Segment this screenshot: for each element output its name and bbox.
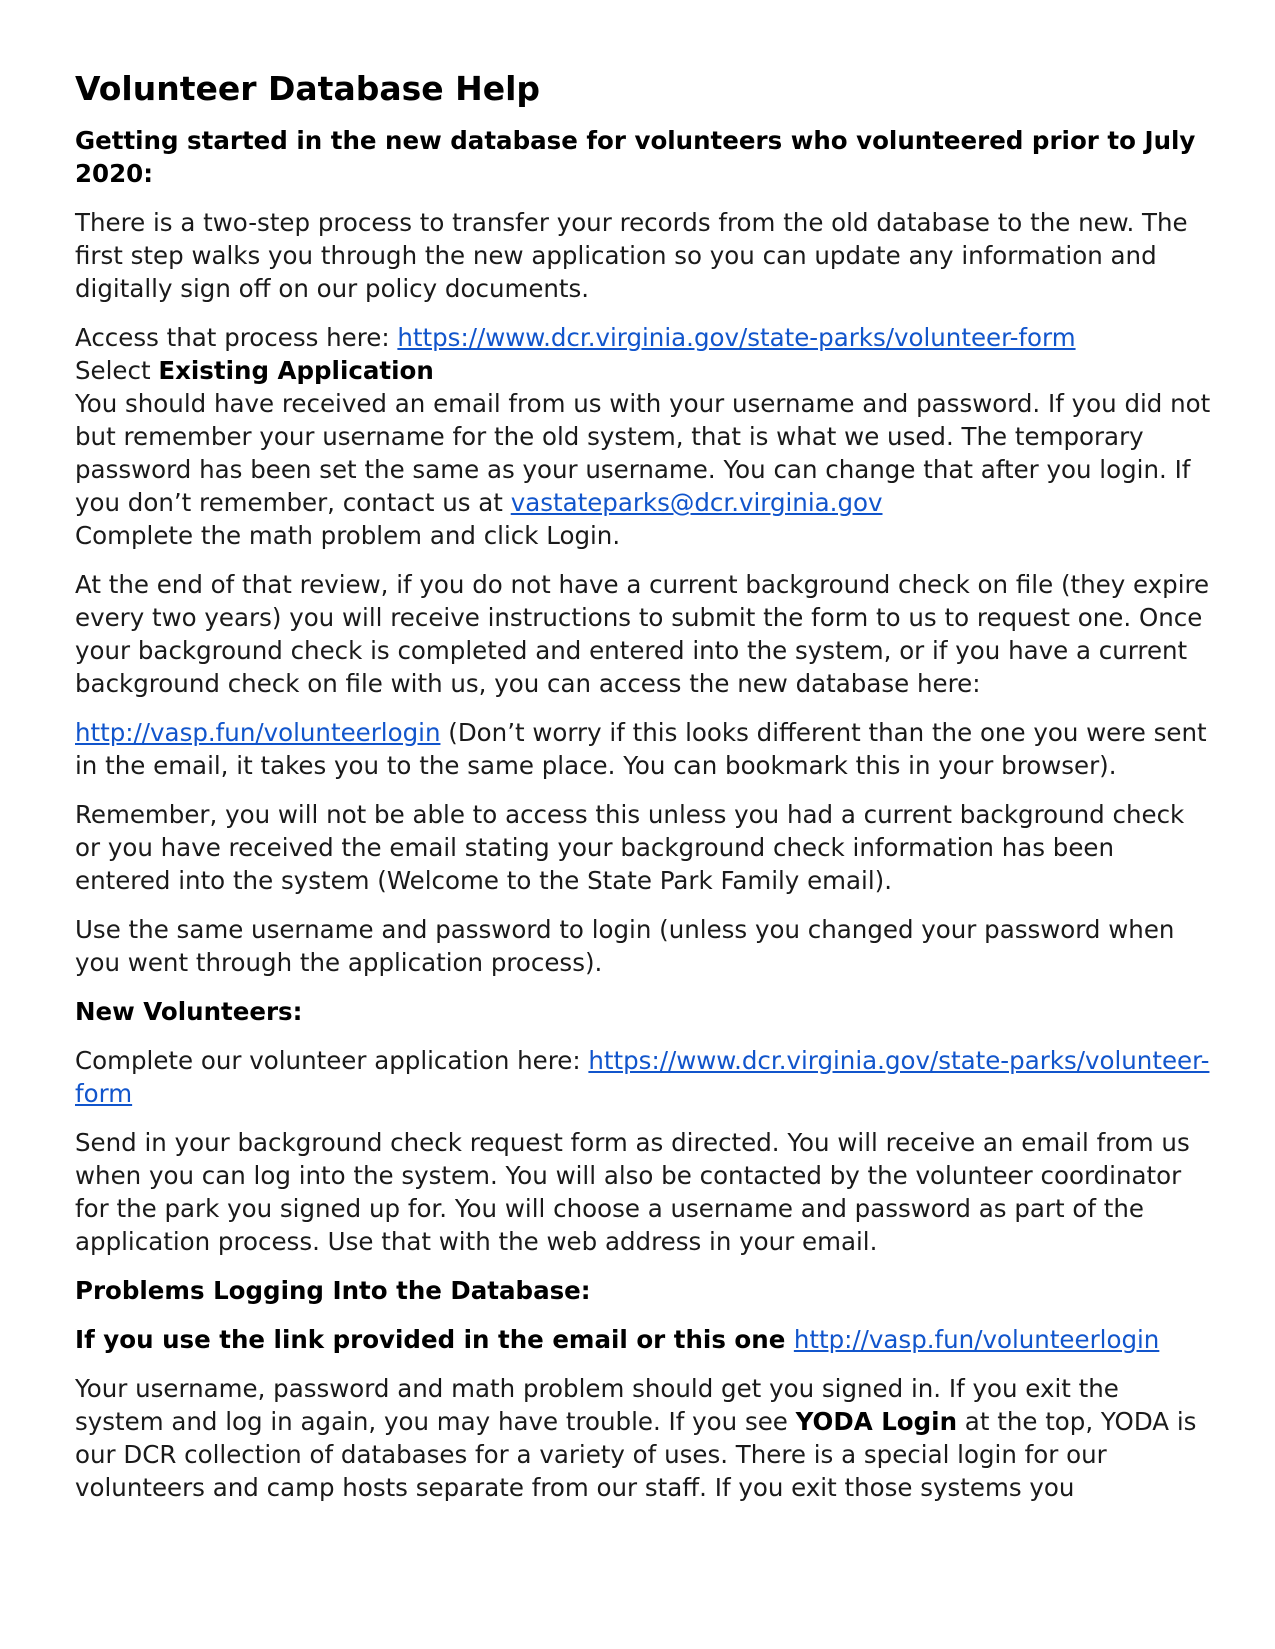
apply-prefix: Complete our volunteer application here: bbox=[75, 1046, 589, 1075]
access-block bbox=[75, 321, 1215, 552]
login-note: (Don’t worry if this looks different than the one you were sent in the email, it takes you to the same place. You can bookmark this in your browser). bbox=[75, 718, 1207, 780]
send-form-paragraph: Send in your background check request form as directed. You will receive an email from us when you can log into the system. You will also be contacted by the volunteer coordinator for the park you signed up for. You will choose a username and password as part of the application process. Use that with the web address in your email. bbox=[75, 1128, 1190, 1256]
volunteer-form-link[interactable]: https://www.dcr.virginia.gov/state-parks/volunteer-form bbox=[397, 323, 1076, 352]
volunteer-login-link[interactable]: http://vasp.fun/volunteerlogin bbox=[75, 718, 441, 747]
access-prefix: Access that process here: bbox=[75, 323, 398, 352]
new-volunteers-heading: New Volunteers: bbox=[75, 997, 303, 1026]
problems-login-link[interactable]: http://vasp.fun/volunteerlogin bbox=[793, 1325, 1160, 1354]
problems-heading: Problems Logging Into the Database: bbox=[75, 1276, 591, 1305]
email-instructions: You should have received an email from us with your username and password. If you did not but remember your username for the old system, that is what we used. The temporary password has been set the same as your username. You can change that after you login. If you don’t remember, contact us at bbox=[75, 389, 1211, 517]
problems-link-paragraph bbox=[75, 1323, 1215, 1356]
yoda-login-label: YODA Login bbox=[795, 1407, 958, 1436]
document-page bbox=[75, 68, 1215, 1504]
problems-text-1: Your username, password and math problem should get you signed in. If you exit the system and log in again, you may have trouble. If you see bbox=[75, 1374, 1119, 1436]
review-paragraph: At the end of that review, if you do not have a current background check on file (they expire every two years) you will receive instructions to submit the form to us to request one. Once your background check is completed and entered into the system, or if you have a current background check on file with us, you can access the new database here: bbox=[75, 570, 1210, 698]
same-credentials-paragraph: Use the same username and password to login (unless you changed your password when you went through the application process). bbox=[75, 915, 1175, 977]
new-volunteer-form-link[interactable]: https://www.dcr.virginia.gov/state-parks/volunteer-form bbox=[75, 1046, 1210, 1108]
problems-paragraph bbox=[75, 1372, 1215, 1504]
problems-link-heading: If you use the link provided in the email or this one bbox=[75, 1325, 794, 1354]
remember-paragraph: Remember, you will not be able to access this unless you had a current background check or you have received the email stating your background check information has been entered into the system (Welcome to the State Park Family email). bbox=[75, 800, 1185, 895]
select-prefix: Select bbox=[75, 356, 159, 385]
intro-paragraph: There is a two-step process to transfer your records from the old database to the new. The first step walks you through the new application so you can update any information and digitally sign off on our policy documents. bbox=[75, 208, 1188, 303]
contact-email-link[interactable]: vastateparks@dcr.virginia.gov bbox=[510, 488, 883, 517]
page-title: Volunteer Database Help bbox=[75, 69, 541, 108]
problems-text-2: at the top, YODA is our DCR collection of databases for a variety of uses. There is a special login for our volunteers and camp hosts separate from our staff. If you exit those systems you bbox=[75, 1407, 1197, 1502]
existing-application-label: Existing Application bbox=[158, 356, 434, 385]
login-paragraph bbox=[75, 716, 1215, 782]
math-instructions: Complete the math problem and click Login. bbox=[75, 521, 621, 550]
apply-paragraph bbox=[75, 1044, 1215, 1110]
existing-volunteers-heading: Getting started in the new database for volunteers who volunteered prior to July 2020: bbox=[75, 126, 1196, 188]
